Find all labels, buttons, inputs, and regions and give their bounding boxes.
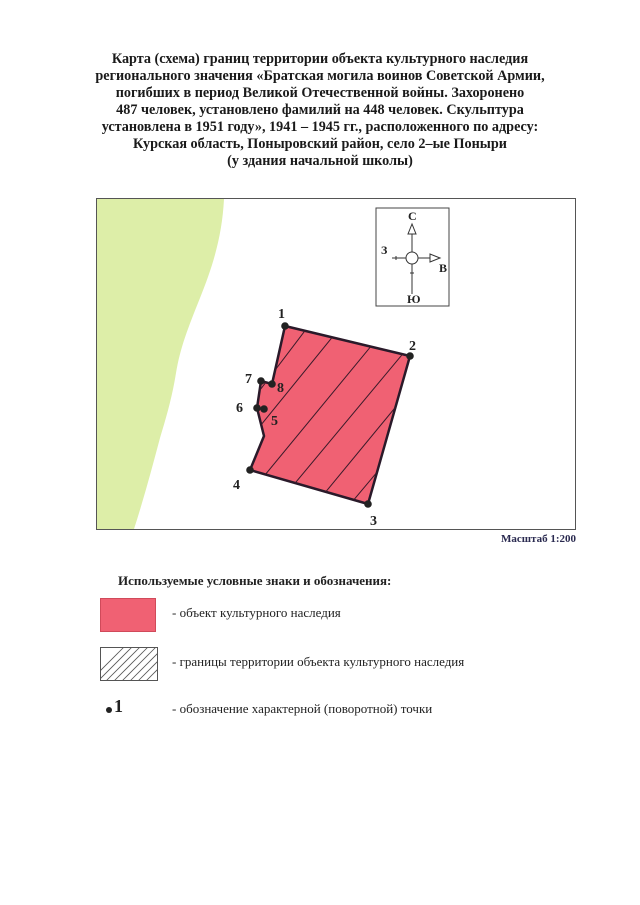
legend-item-label: - обозначение характерной (поворотной) точки: [172, 701, 433, 716]
compass-rose: [376, 208, 449, 306]
point-label: 8: [277, 381, 284, 396]
title-line: Курская область, Поныровский район, село 2–ые Поныри: [133, 136, 507, 152]
compass-west-label: З: [381, 243, 388, 257]
legend-title: Используемые условные знаки и обозначения:: [118, 573, 392, 588]
legend-point-number: 1: [114, 696, 123, 716]
legend-item-territory: [100, 647, 520, 687]
legend-item-point: [100, 696, 520, 736]
title-line: Карта (схема) границ территории объекта культурного наследия: [111, 51, 529, 67]
point-marker: [253, 404, 261, 412]
title-line: 487 человек, установлено фамилий на 448 человек. Скульптура: [116, 102, 524, 118]
point-marker: [260, 405, 268, 413]
point-label: 4: [233, 478, 240, 493]
compass-north-label: С: [408, 209, 417, 223]
compass-east-label: В: [439, 261, 448, 275]
legend-object-swatch: [100, 598, 156, 632]
point-label: 1: [278, 307, 285, 322]
boundary-map: [96, 198, 576, 530]
title-line: (у здания начальной школы): [227, 153, 413, 169]
title-line: регионального значения «Братская могила воинов Советской Армии,: [95, 68, 545, 84]
point-marker: [281, 322, 289, 330]
point-label: 2: [409, 339, 416, 354]
point-marker: [268, 380, 276, 388]
map-canvas: [96, 198, 576, 530]
point-label: 7: [245, 372, 252, 387]
map-scale: Масштаб 1:200: [500, 533, 576, 545]
point-label: 6: [236, 401, 243, 416]
point-marker: [364, 500, 372, 508]
point-marker: [246, 466, 254, 474]
point-label: 3: [370, 514, 377, 529]
point-dot-icon: [106, 707, 112, 713]
legend-hatch-swatch: [100, 647, 158, 681]
compass-south-label: Ю: [407, 292, 421, 306]
point-label: 5: [271, 414, 278, 429]
legend-point-marker: [106, 696, 123, 717]
legend-item-label: - объект культурного наследия: [172, 605, 341, 620]
legend-item-label: - границы территории объекта культурного наследия: [172, 654, 465, 669]
document-title: [40, 51, 600, 170]
title-line: погибших в период Великой Отечественной войны. Захоронено: [115, 85, 525, 101]
point-marker: [257, 377, 265, 385]
title-line: установлена в 1951 году», 1941 – 1945 гг., расположенного по адресу:: [101, 119, 539, 135]
legend-item-object: [100, 598, 520, 638]
